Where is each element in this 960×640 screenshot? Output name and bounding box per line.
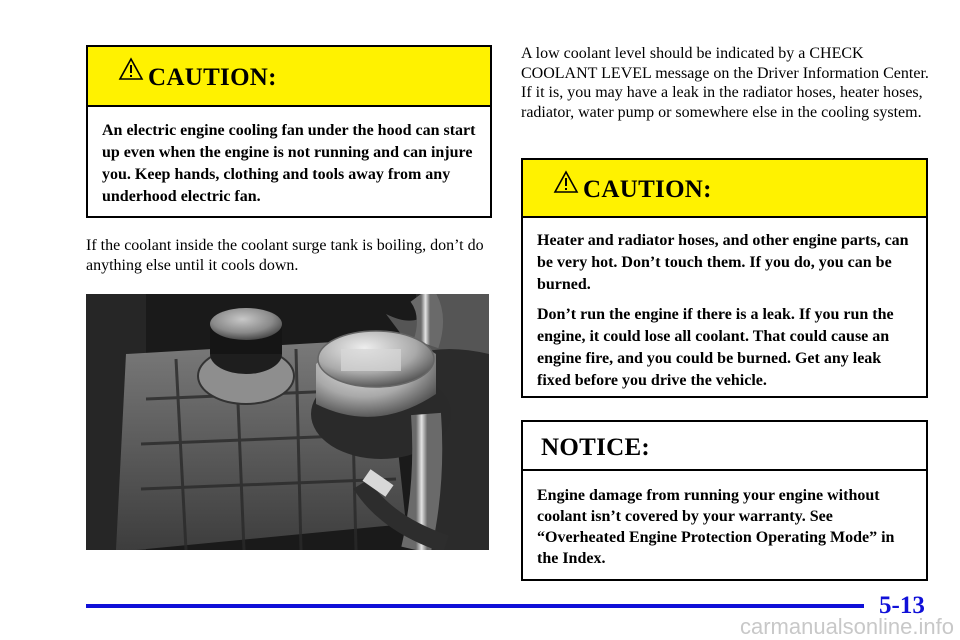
notice-title: NOTICE: <box>541 434 651 461</box>
footer-rule <box>86 604 864 608</box>
caution-header <box>88 47 490 107</box>
caution-box-fan <box>86 45 492 218</box>
notice-paragraph: Engine damage from running your engine without coolant isn’t covered by your warranty. See “Overheated Engine Protection Operating Mode” in the Index. <box>537 487 895 567</box>
caution-paragraph: Heater and radiator hoses, and other engine parts, can be very hot. Don’t touch them. If you do, you can be burned. <box>537 232 909 293</box>
caution-body <box>523 218 926 392</box>
notice-box <box>521 420 928 581</box>
caution-title: CAUTION: <box>583 176 712 203</box>
coolant-tank-photo <box>86 294 489 550</box>
caution-paragraph: An electric engine cooling fan under the hood can start up even when the engine is not running and can injure you. Keep hands, clothing and tools away from any underhood electric fan. <box>102 122 476 205</box>
engine-bay-illustration <box>86 294 489 550</box>
page-number: 5-13 <box>879 592 925 619</box>
warning-triangle-icon <box>553 170 579 194</box>
body-text-boiling: If the coolant inside the coolant surge tank is boiling, don’t do anything else until it cools down. <box>86 237 484 274</box>
notice-header <box>523 422 926 471</box>
caution-box-hoses <box>521 158 928 398</box>
warning-triangle-icon <box>118 57 144 81</box>
caution-body <box>88 107 490 208</box>
caution-header <box>523 160 926 218</box>
watermark: carmanualsonline.info <box>739 614 954 639</box>
body-text-coolant-level: A low coolant level should be indicated by a CHECK COOLANT LEVEL message on the Driver Information Center. If it is, you may have a leak in the radiator hoses, heater hoses, radiator, water pump or somewhere else in the cooling system. <box>521 45 929 121</box>
caution-paragraph: Don’t run the engine if there is a leak. If you run the engine, it could lose all coolant. That could cause an engine fire, and you could be burned. Get any leak fixed before you drive the vehicle. <box>537 306 894 389</box>
caution-title: CAUTION: <box>148 64 277 91</box>
notice-body <box>523 471 926 569</box>
